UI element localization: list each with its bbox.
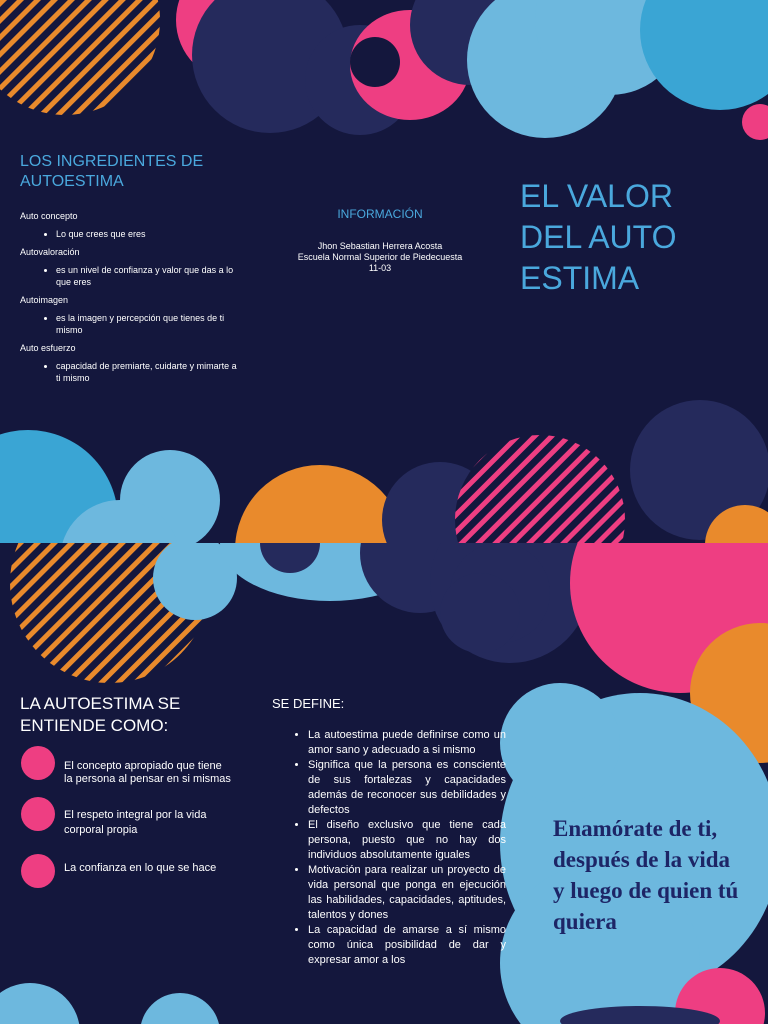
info-block (270, 241, 490, 274)
quote: Enamórate de ti, después de la vida y luego de quien tú quiera (553, 816, 739, 934)
define-item: • La autoestima puede definirse como un amor sano y adecuado a si mismo (308, 728, 506, 758)
define-title: SE DEFINE: (272, 696, 345, 711)
ingredient-desc: • capacidad de premiarte, cuidarte y mimarte a ti mismo (56, 360, 240, 384)
understood-title: LA AUTOESTIMA SE ENTIENDE COMO: (20, 694, 181, 735)
ingredient-term: Auto esfuerzo (20, 343, 76, 353)
brochure-page-2 (0, 543, 768, 1024)
ingredient-desc: • es la imagen y percepción que tienes de ti mismo (56, 312, 240, 336)
define-list (290, 728, 506, 968)
ingredients-title: LOS INGREDIENTES DE AUTOESTIMA (20, 153, 204, 190)
define-item: • El diseño exclusivo que tiene cada persona, puesto que no hay dos individuos absolutamente iguales (308, 818, 506, 863)
ingredient-term: Auto concepto (20, 211, 78, 221)
ingredient-desc: • es un nivel de confianza y valor que das a lo que eres (56, 264, 240, 288)
main-title: EL VALOR DEL AUTO ESTIMA (520, 178, 677, 296)
author-name: Jhon Sebastian Herrera Acosta (317, 241, 443, 251)
school-name: Escuela Normal Superior de Piedecuesta (297, 252, 463, 262)
understood-item: El respeto integral por la vida corporal propia (64, 809, 207, 836)
ingredient-term: Autoimagen (20, 295, 69, 305)
define-item: • Significa que la persona es consciente de sus fortalezas y capacidades además de reconocer sus debilidades y defectos (308, 758, 506, 818)
ingredient-term: Autovaloración (20, 247, 80, 257)
ingredients-list (20, 210, 240, 384)
ingredient-desc: • Lo que crees que eres (56, 228, 240, 240)
define-item: • La capacidad de amarse a sí mismo como única posibilidad de dar y expresar amor a los (308, 923, 506, 968)
understood-item: El concepto apropiado que tiene la persona al pensar en si mismas (64, 760, 231, 785)
define-item: • Motivación para realizar un proyecto de vida personal que ponga en ejecución las habilidades, capacidades, aptitudes, talentos y dones (308, 863, 506, 923)
understood-item: La confianza en lo que se hace (64, 862, 217, 874)
info-title: INFORMACIÓN (337, 207, 423, 221)
grade: 11-03 (368, 263, 392, 273)
